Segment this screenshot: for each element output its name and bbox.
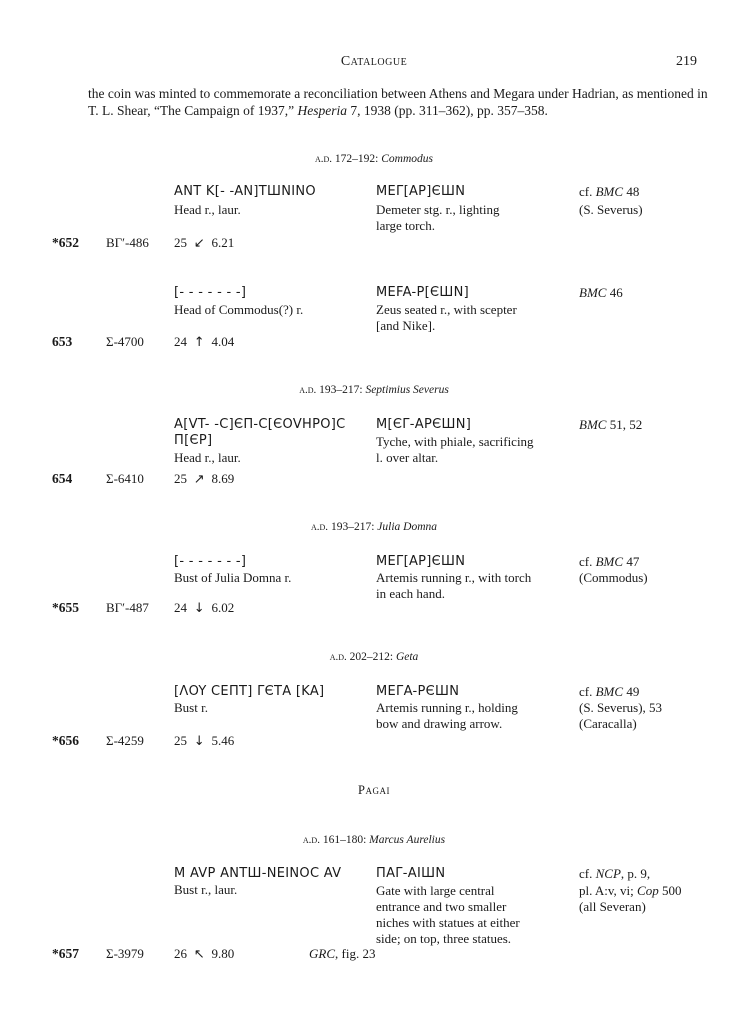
catalogue-number: 654 [52,471,73,486]
reference: BMC 51, 52 [579,417,643,432]
page-number: 219 [676,54,697,69]
obverse-description: Head r., laur. [174,450,241,465]
reverse-description: in each hand. [376,586,445,601]
reverse-description: Artemis running r., holding [376,700,518,715]
reverse-description: side; on top, three statues. [376,931,512,946]
measurements: 25 ↓ 5.46 [174,733,235,749]
reference: BMC 46 [579,285,623,300]
die-axis-arrow-icon: ↖ [193,947,205,962]
obverse-legend: [- - - - - - -] [174,554,247,569]
measurements: 25 ↗ 8.69 [174,471,235,487]
reverse-legend: MEΓ[AP]ЄШN [376,184,466,199]
obverse-description: Head of Commodus(?) r. [174,302,304,317]
inventory-number: Σ-4700 [106,334,144,349]
reverse-description: l. over altar. [376,450,439,465]
reference: cf. BMC 48 [579,184,640,199]
obverse-legend: П[ЄP] [174,433,213,448]
reverse-legend: MEFA-P[ЄШN] [376,285,469,300]
reference: cf. BMC 47 [579,554,640,569]
die-axis-arrow-icon: ↓ [193,734,205,749]
reverse-legend: ПAΓ-AIШN [376,866,446,881]
reverse-legend: MEΓA-PЄШN [376,684,460,699]
measurements: 24 ↑ 4.04 [174,334,235,350]
inventory-number: BΓ′-486 [106,235,149,250]
figure-reference: GRC, fig. 23 [309,946,376,961]
reference-line: (Caracalla) [579,716,637,731]
reverse-description: Demeter stg. r., lighting [376,202,500,217]
obverse-description: Bust of Julia Domna r. [174,570,292,585]
reverse-description: Tyche, with phiale, sacrificing [376,434,534,449]
reverse-description: Zeus seated r., with scepter [376,302,517,317]
reverse-description: entrance and two smaller [376,899,507,914]
die-axis-arrow-icon: ↑ [193,335,205,350]
catalogue-number: *657 [52,946,79,961]
measurements: 26 ↖ 9.80 [174,946,235,962]
die-axis-arrow-icon: ↗ [193,472,205,487]
reference-line: (all Severan) [579,899,646,914]
reverse-description: bow and drawing arrow. [376,716,503,731]
measurements: 24 ↓ 6.02 [174,600,235,616]
die-axis-arrow-icon: ↓ [193,601,205,616]
inventory-number: Σ-6410 [106,471,144,486]
reverse-description: Artemis running r., with torch [376,570,532,585]
reference-line: pl. A:v, vi; Cop 500 [579,883,682,898]
intro-text: the coin was minted to commemorate a reconciliation between Athens and Megara under Hadrian, as mentioned in T. L. Shear, “The Campaign of 1937,” [88,86,708,118]
reverse-description: large torch. [376,218,435,233]
obverse-description: Bust r., laur. [174,882,238,897]
reference: cf. NCP, p. 9, [579,866,651,881]
catalogue-number: *652 [52,235,79,250]
measurements: 25 ↙ 6.21 [174,235,235,251]
obverse-legend: [- - - - - - -] [174,285,247,300]
period-heading-domna: a.d. 193–217: Julia Domna [311,521,437,533]
region-heading: Pagai [358,783,390,797]
reference-line: (S. Severus), 53 [579,700,663,715]
obverse-legend: ANT K[- -AN]TШNINO [174,184,316,199]
period-heading-severus: a.d. 193–217: Septimius Severus [299,384,449,396]
period-heading-commodus: a.d. 172–192: Commodus [314,153,434,165]
reference-line: (Commodus) [579,570,648,585]
reverse-description: Gate with large central [376,883,495,898]
period-heading-aurelius: a.d. 161–180: Marcus Aurelius [302,834,446,846]
reverse-description: [and Nike]. [376,318,436,333]
catalogue-number: *656 [52,733,79,748]
inventory-number: Σ-4259 [106,733,144,748]
reverse-description: niches with statues at either [376,915,520,930]
obverse-legend: A[VT- -C]ЄП-C[ЄOVHPO]C [174,417,346,432]
intro-journal: Hesperia [297,103,348,118]
inventory-number: Σ-3979 [106,946,144,961]
reverse-legend: MEΓ[AP]ЄШN [376,554,466,569]
intro-text-end: 7, 1938 (pp. 311–362), pp. 357–358. [347,103,548,118]
obverse-legend: [ΛOY CEПТ] ΓЄТA [KA] [174,684,325,699]
obverse-description: Head r., laur. [174,202,241,217]
reference: cf. BMC 49 [579,684,640,699]
die-axis-arrow-icon: ↙ [193,236,205,251]
intro-paragraph [88,85,708,119]
obverse-legend: M AVP ANTШ-NEINOC AV [174,866,342,881]
catalogue-number: 653 [52,334,73,349]
obverse-description: Bust r. [174,700,208,715]
inventory-number: BΓ′-487 [106,600,149,615]
period-heading-geta: a.d. 202–212: Geta [329,651,419,663]
reverse-legend: M[ЄΓ-APЄШN] [376,417,472,432]
running-header: Catalogue [340,54,408,69]
catalogue-number: *655 [52,600,79,615]
reference-line: (S. Severus) [579,202,643,217]
